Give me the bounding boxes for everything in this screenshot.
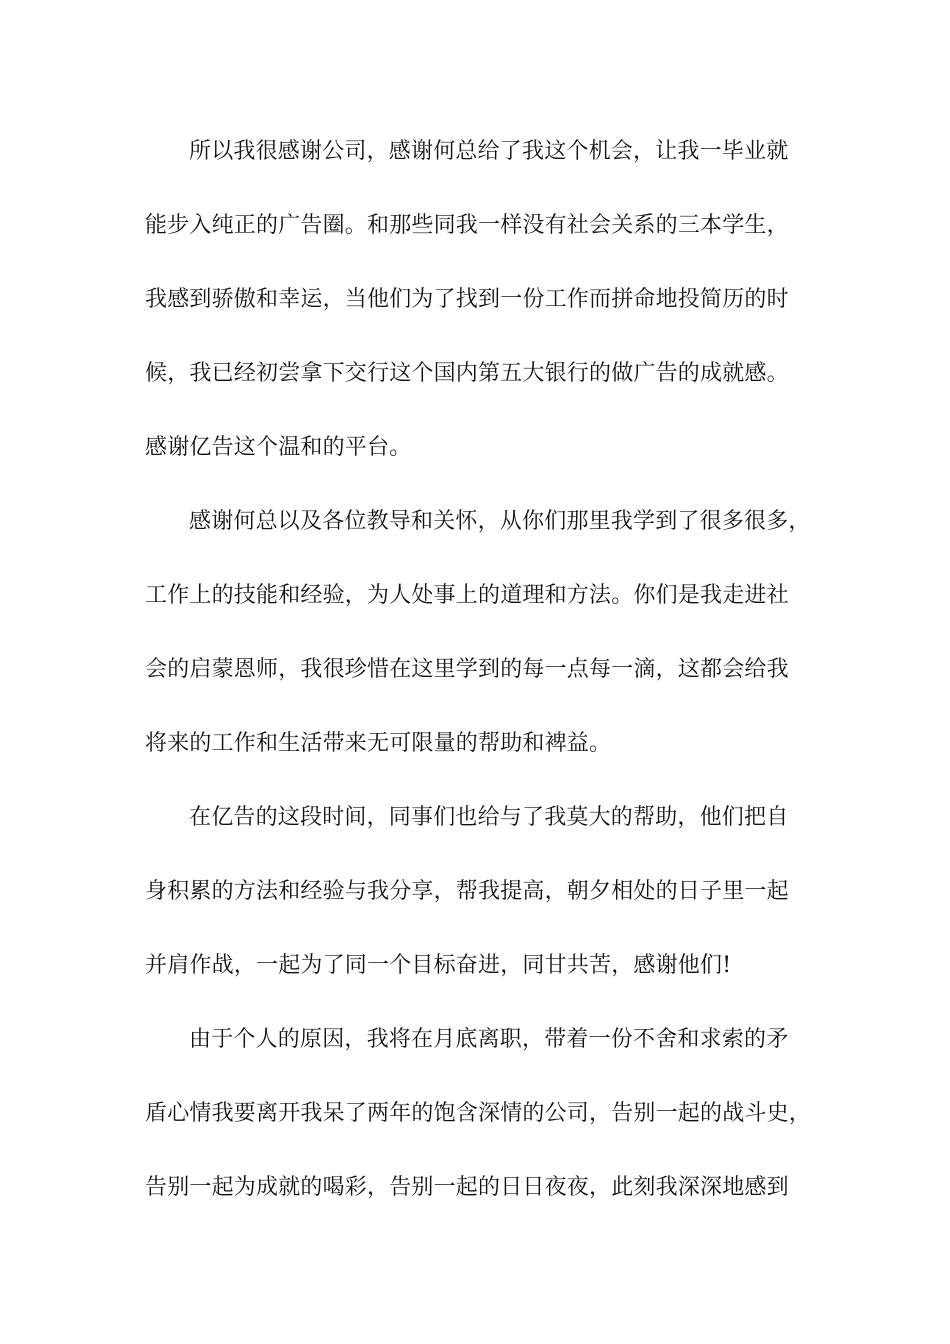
paragraph-1-line-3: 我感到骄傲和幸运，当他们为了找到一份工作而拼命地投简历的时	[145, 287, 789, 312]
paragraph-2-line-3: 会的启蒙恩师，我很珍惜在这里学到的每一点每一滴，这都会给我	[145, 657, 789, 682]
paragraph-3-line-2: 身积累的方法和经验与我分享，帮我提高，朝夕相处的日子里一起	[145, 879, 789, 904]
paragraph-4-line-3: 告别一起为成就的喝彩，告别一起的日日夜夜，此刻我深深地感到	[145, 1175, 789, 1200]
paragraph-1-line-4: 候，我已经初尝拿下交行这个国内第五大银行的做广告的成就感。	[145, 361, 789, 386]
paragraph-1-line-5: 感谢亿告这个温和的平台。	[145, 435, 412, 460]
paragraph-3-line-1: 在亿告的这段时间，同事们也给与了我莫大的帮助，他们把自	[189, 805, 789, 830]
document-body	[145, 128, 835, 1238]
paragraph-2-line-1: 感谢何总以及各位教导和关怀，从你们那里我学到了很多很多，	[189, 509, 811, 534]
paragraph-2-line-2: 工作上的技能和经验，为人处事上的道理和方法。你们是我走进社	[145, 583, 789, 608]
paragraph-3-line-3: 并肩作战，一起为了同一个目标奋进，同甘共苦，感谢他们!	[145, 953, 732, 978]
paragraph-1-line-1: 所以我很感谢公司，感谢何总给了我这个机会，让我一毕业就	[189, 139, 789, 164]
paragraph-1-line-2: 能步入纯正的广告圈。和那些同我一样没有社会关系的三本学生，	[145, 213, 789, 238]
paragraph-4-line-2: 盾心情我要离开我呆了两年的饱含深情的公司，告别一起的战斗史，	[145, 1101, 812, 1126]
paragraph-4-line-1: 由于个人的原因，我将在月底离职，带着一份不舍和求索的矛	[189, 1027, 789, 1052]
paragraph-2-line-4: 将来的工作和生活带来无可限量的帮助和裨益。	[145, 731, 612, 756]
